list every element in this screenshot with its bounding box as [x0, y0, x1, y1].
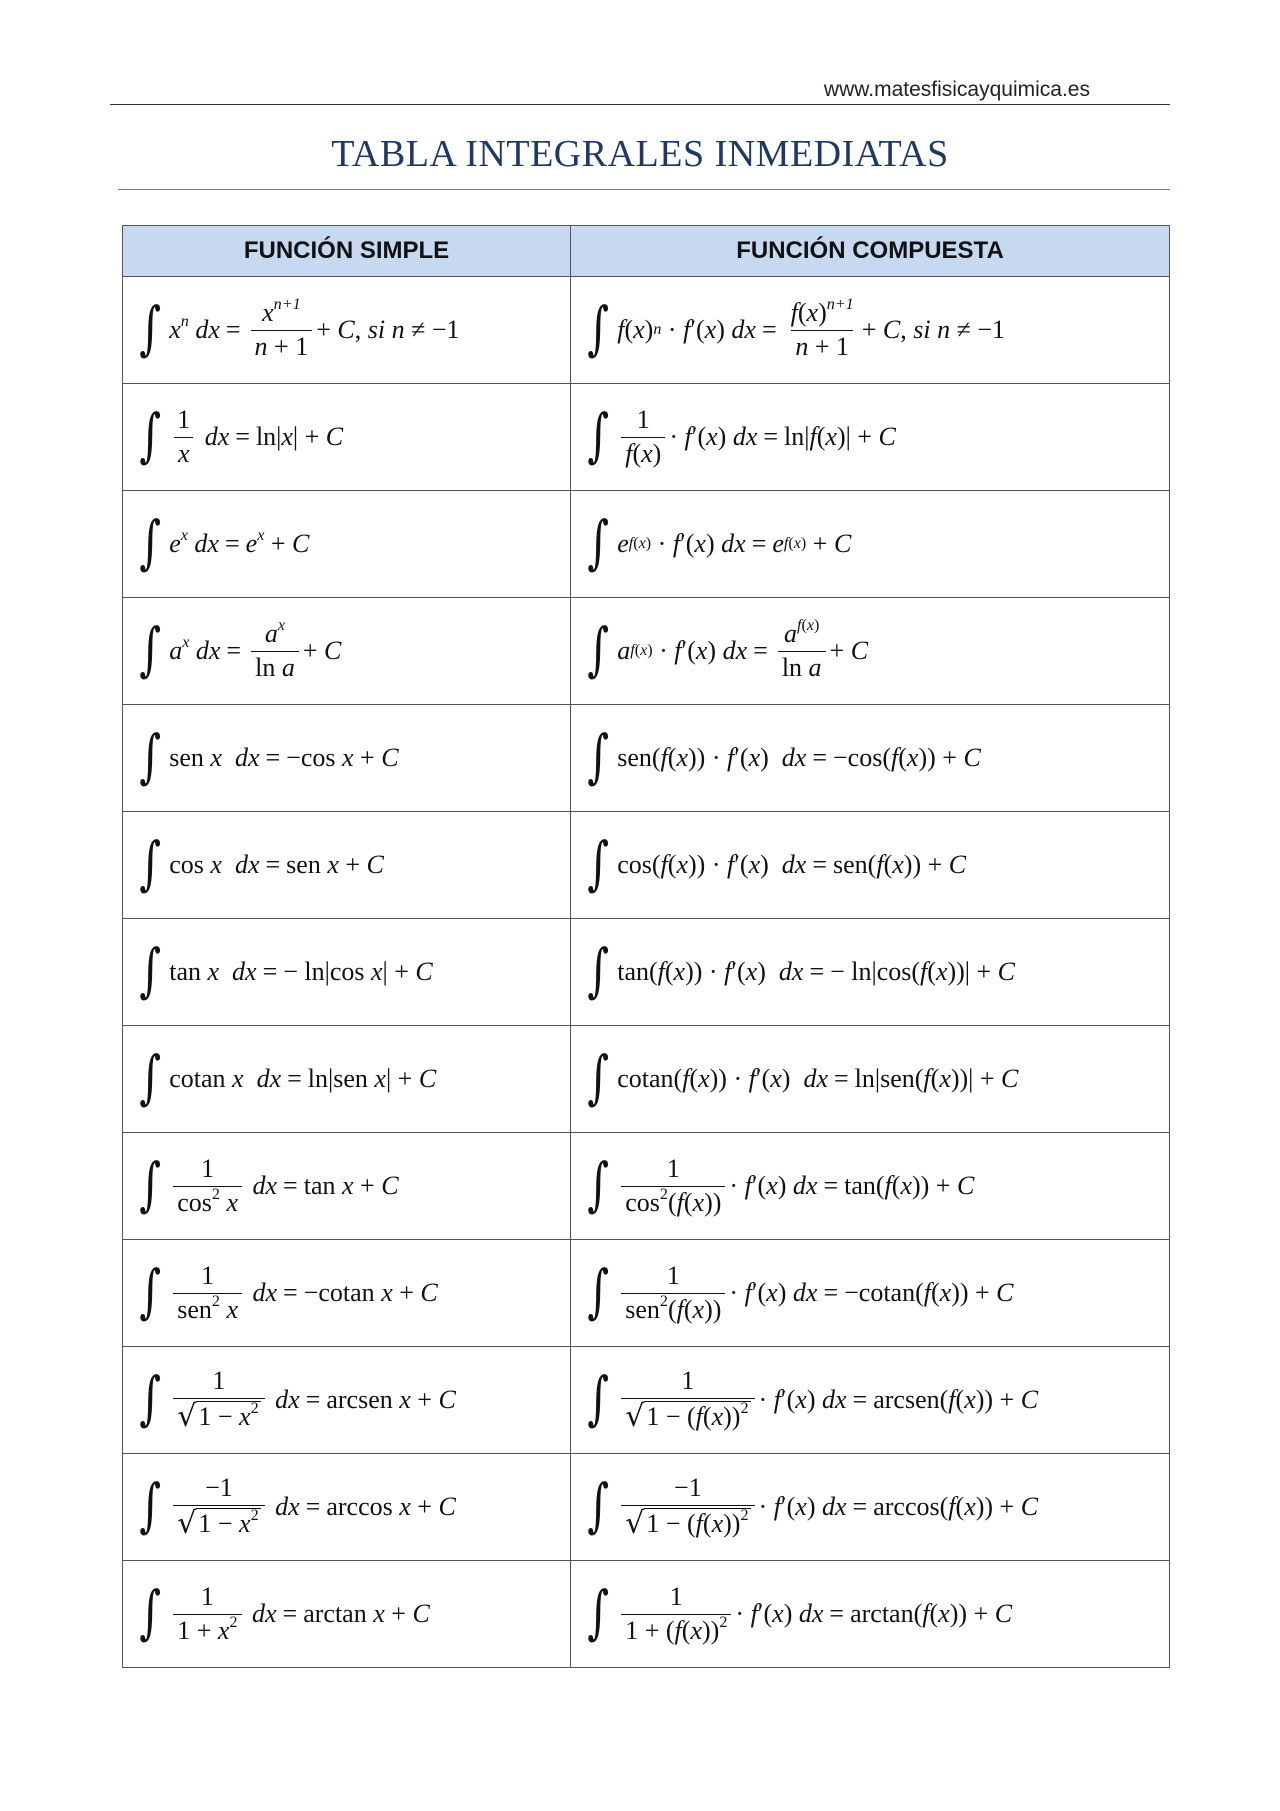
- formula-compuesta-csc2: ∫ $\frac{1}{sen^2(f(x))}$ · f ′( x ) dx = −cotan( f ( x )) + C: [571, 1240, 1170, 1347]
- title-rule: [118, 189, 1170, 190]
- formula-simple-sen: ∫ sen x dx = −cos x + C: [123, 705, 571, 812]
- formula-compuesta-sec2: ∫ $\frac{1}{\cos^2(f(x))}$ · f ′( x ) dx = tan( f ( x )) + C: [571, 1133, 1170, 1240]
- table-row: [123, 598, 1170, 705]
- formula-simple-arctan: ∫ $\frac{1}{1 + x^2}$ dx = arctan x + C: [123, 1561, 571, 1668]
- table-row: [123, 1454, 1170, 1561]
- table-row: [123, 1026, 1170, 1133]
- table-row: [123, 812, 1170, 919]
- formula-simple-reciprocal: ∫ $\frac{1}{x}$ dx = ln| x | + C: [123, 384, 571, 491]
- formula-simple-a-exp: ∫ $a^x$ dx = $\frac{a^x}{\text{ln a}}$ + C: [123, 598, 571, 705]
- formula-compuesta-arcsen: ∫ 1 √ $1 - (f(x))^2$ · f ′( x ) dx = arcsen( f ( x )) + C: [571, 1347, 1170, 1454]
- formula-compuesta-power: ∫ f ( x ) n · f ′( x ) dx = $\frac{f(x)^{n+1}}{n + 1}$ + C, si n ≠ −1: [571, 277, 1170, 384]
- formula-simple-arccos: ∫ −1 √ $1 - x^2$ dx = arccos x + C: [123, 1454, 571, 1561]
- formula-simple-csc2: ∫ $\frac{1}{sen^2 x}$ dx = −cotan x + C: [123, 1240, 571, 1347]
- page-title: TABLA INTEGRALES INMEDIATAS: [331, 133, 949, 175]
- table-row: [123, 705, 1170, 812]
- formula-compuesta-arccos: ∫ −1 √ $1 - (f(x))^2$ · f ′( x ) dx = arccos( f ( x )) + C: [571, 1454, 1170, 1561]
- formula-compuesta-cos: ∫ cos( f ( x )) · f ′( x ) dx = sen( f ( x )) + C: [571, 812, 1170, 919]
- table-row: [123, 277, 1170, 384]
- formula-simple-power: ∫ $x^n$ dx = $\frac{x^{n+1}}{n + 1}$ + C, si n ≠ −1: [123, 277, 571, 384]
- table-row: [123, 384, 1170, 491]
- table-row: [123, 491, 1170, 598]
- formula-compuesta-cotan: ∫ cotan( f ( x )) · f ′( x ) dx = ln|sen( f ( x ))| + C: [571, 1026, 1170, 1133]
- header-simple: FUNCIÓN SIMPLE: [123, 226, 571, 277]
- integrals-table: [122, 225, 1170, 1668]
- table-row: [123, 1240, 1170, 1347]
- formula-compuesta-arctan: ∫ $\frac{1}{1 + (f(x))^2}$ · f ′( x ) dx = arctan( f ( x )) + C: [571, 1561, 1170, 1668]
- site-url[interactable]: www.matesfisicayquimica.es: [823, 78, 1090, 101]
- formula-simple-sec2: ∫ $\frac{1}{\cos^2 x}$ dx = tan x + C: [123, 1133, 571, 1240]
- formula-simple-exp: ∫ $e^x$ dx = $e^x$ + C: [123, 491, 571, 598]
- formula-compuesta-sen: ∫ sen( f ( x )) · f ′( x ) dx = −cos( f ( x )) + C: [571, 705, 1170, 812]
- table-row: [123, 1133, 1170, 1240]
- table-row: [123, 1561, 1170, 1668]
- formula-simple-tan: ∫ tan x dx = − ln|cos x | + C: [123, 919, 571, 1026]
- header-rule: [110, 104, 1170, 105]
- formula-compuesta-exp: ∫ e f(x) · f ′( x ) dx = e f(x) + C: [571, 491, 1170, 598]
- header-compuesta: FUNCIÓN COMPUESTA: [571, 226, 1170, 277]
- formula-compuesta-tan: ∫ tan( f ( x )) · f ′( x ) dx = − ln|cos( f ( x ))| + C: [571, 919, 1170, 1026]
- formula-simple-cos: ∫ cos x dx = sen x + C: [123, 812, 571, 919]
- formula-compuesta-reciprocal: ∫ $\frac{1}{f(x)}$ · f ′( x ) dx = ln| f ( x )| + C: [571, 384, 1170, 491]
- table-row: [123, 919, 1170, 1026]
- header-row: [123, 226, 1170, 277]
- formula-simple-cotan: ∫ cotan x dx = ln|sen x | + C: [123, 1026, 571, 1133]
- formula-compuesta-a-exp: ∫ a f(x) · f ′( x ) dx = $\frac{a^{f(x)}}{\text{ln a}}$ + C: [571, 598, 1170, 705]
- table-row: [123, 1347, 1170, 1454]
- formula-simple-arcsen: ∫ 1 √ $1 - x^2$ dx = arcsen x + C: [123, 1347, 571, 1454]
